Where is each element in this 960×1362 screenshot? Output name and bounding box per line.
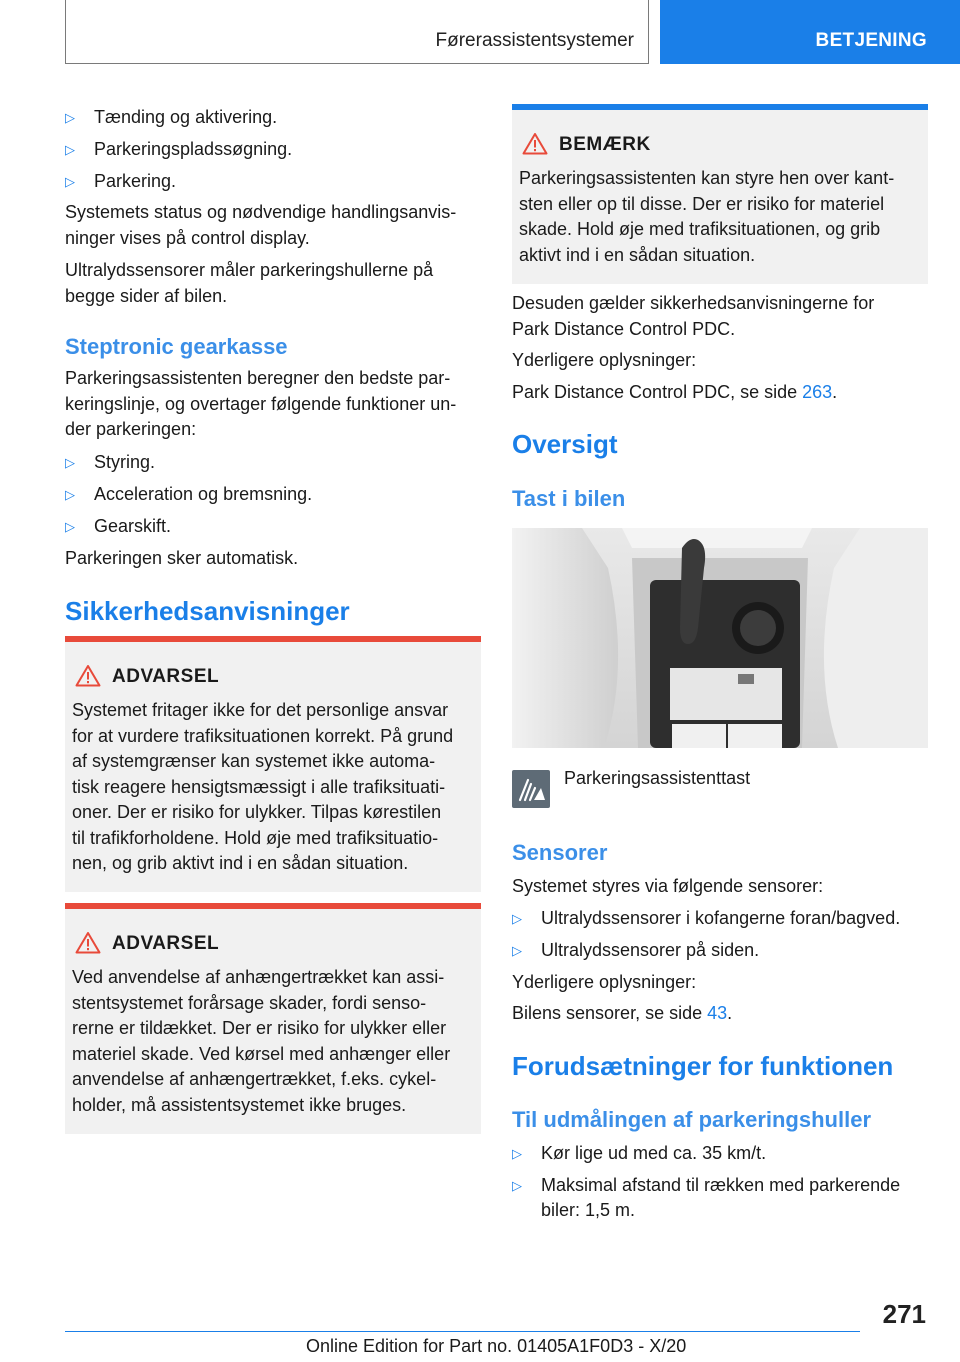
triangle-bullet-icon: ▷	[65, 487, 75, 502]
note-bar	[512, 104, 928, 110]
paragraph: Systemet styres via følgende sensorer:	[512, 876, 824, 896]
heading-tast: Tast i bilen	[512, 486, 626, 511]
paragraph: Desuden gælder sikkerhedsanvisningerne for Park Distance Control PDC.	[512, 293, 875, 339]
warning-title: ADVARSEL	[112, 666, 220, 687]
triangle-bullet-icon: ▷	[65, 110, 75, 125]
warning-bar	[65, 903, 481, 909]
heading-udmaaling: Til udmålingen af parkeringshuller	[512, 1107, 872, 1132]
page-link[interactable]: 263	[802, 382, 833, 402]
note-box	[512, 104, 928, 284]
triangle-bullet-icon: ▷	[65, 455, 75, 470]
warning-box	[65, 636, 481, 892]
warning-triangle-icon	[75, 664, 101, 687]
paragraph: Systemets status og nødvendige handlingsanvis- ninger vises på control display.	[65, 202, 457, 248]
paragraph: Ultralydssensorer måler parkeringshullerne på begge sider af bilen.	[65, 260, 434, 306]
warning-title: ADVARSEL	[112, 933, 220, 954]
heading-forudsaetninger: Forudsætninger for funktionen	[512, 1051, 894, 1081]
paragraph: Bilens sensorer, se side 43.	[512, 1003, 733, 1023]
caution-triangle-icon	[522, 132, 548, 155]
console-photo	[512, 528, 928, 748]
heading-sensorer: Sensorer	[512, 840, 608, 865]
heading-oversigt: Oversigt	[512, 429, 618, 459]
note-text: Parkeringsassistenten kan styre hen over kant- sten eller op til disse. Der er risiko for materiel skade. Hold øje med trafiksituationen, og grib aktivt ind i en sådan situation.	[519, 168, 895, 265]
footer-divider	[65, 1331, 860, 1332]
list-item-continuation: biler: 1,5 m.	[541, 1200, 636, 1220]
page-link[interactable]: 43	[707, 1003, 728, 1023]
header-section-title: Førerassistentsystemer	[435, 30, 634, 51]
icon-caption: Parkeringsassistenttast	[564, 768, 751, 788]
header-section-box	[65, 0, 649, 64]
triangle-bullet-icon: ▷	[512, 943, 522, 958]
paragraph: Park Distance Control PDC, se side 263.	[512, 382, 838, 402]
heading-steptronic: Steptronic gearkasse	[65, 334, 288, 359]
triangle-bullet-icon: ▷	[65, 519, 75, 534]
warning-text: Systemet fritager ikke for det personlige ansvar for at vurdere trafiksituationen korrekt. På grund af systemgrænser kan systemet ikke automa- tisk reagere hensigtsmæssigt i alle trafiksituati- oner. Der er risiko for ulykker. Tilpas kørestilen til trafikforholdene. Hold øje med trafiksituatio- nen, og grib aktivt ind i en sådan situation.	[72, 700, 454, 873]
triangle-bullet-icon: ▷	[512, 1178, 522, 1193]
triangle-bullet-icon: ▷	[65, 174, 75, 189]
header-chapter-box	[660, 0, 960, 64]
parking-assist-icon	[512, 770, 550, 808]
page-number: 271	[882, 1299, 926, 1329]
footer-edition: Online Edition for Part no. 01405A1F0D3 - X/20	[306, 1336, 687, 1356]
warning-box	[65, 903, 481, 1134]
triangle-bullet-icon: ▷	[512, 911, 522, 926]
paragraph: Yderligere oplysninger:	[512, 350, 697, 370]
paragraph: Parkeringen sker automatisk.	[65, 548, 299, 568]
warning-triangle-icon	[75, 931, 101, 954]
heading-safety: Sikkerhedsanvisninger	[65, 596, 350, 626]
header-chapter-title: BETJENING	[815, 30, 927, 51]
warning-bar	[65, 636, 481, 642]
triangle-bullet-icon: ▷	[65, 142, 75, 157]
triangle-bullet-icon: ▷	[512, 1146, 522, 1161]
warning-text: Ved anvendelse af anhængertrækket kan assi- stentsystemet forårsage skader, fordi senso- rerne er tildækket. Der er risiko for ulykker eller materiel skade. Ved kørsel med anhænger eller anvendelse af anhængertrækket, f.eks. cykel- holder, må assistentsystemet ikke bruges.	[72, 967, 451, 1115]
paragraph: Yderligere oplysninger:	[512, 972, 697, 992]
paragraph: Parkeringsassistenten beregner den bedste par- keringslinje, og overtager følgende funktioner un- der parkeringen:	[65, 368, 457, 439]
note-title: BEMÆRK	[559, 134, 651, 155]
